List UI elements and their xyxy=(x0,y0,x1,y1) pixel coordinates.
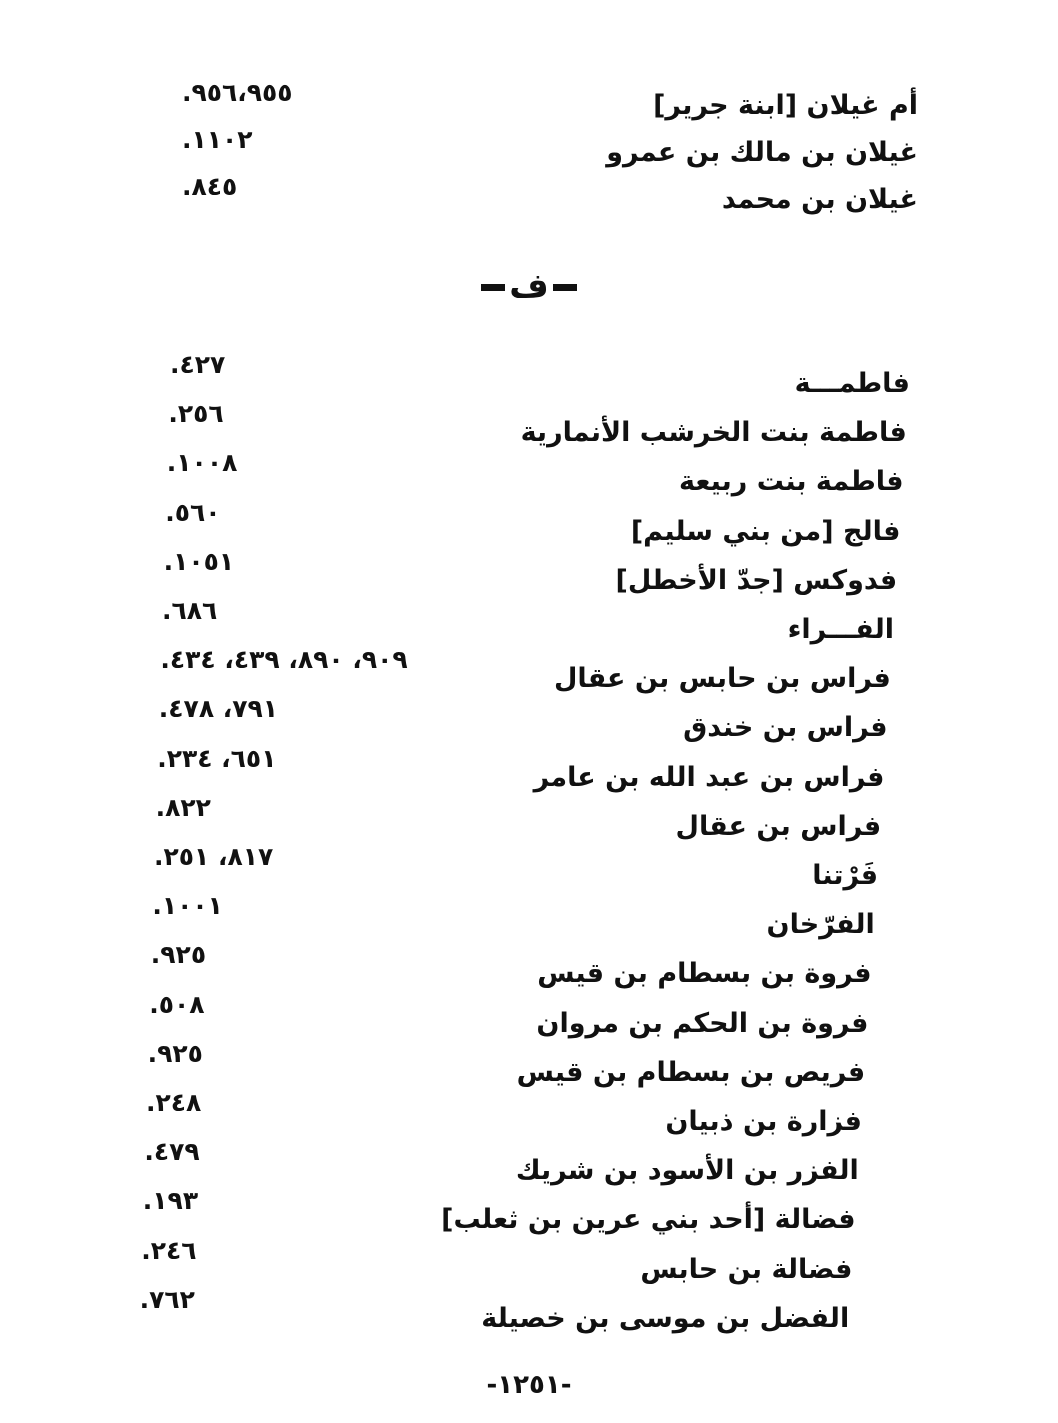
entry-name: أم غيلان [ابنة جرير] xyxy=(653,90,918,121)
entry-pages: .٥٠٨ xyxy=(149,989,205,1019)
entry-pages: .٤٢٧ xyxy=(170,350,226,379)
entry-pages: .٢٤٦ xyxy=(141,1235,197,1265)
entry-pages: .٧٩١، ٤٧٨ xyxy=(158,694,279,724)
entry-pages: .٢٤٨ xyxy=(146,1088,202,1117)
entry-name: فضالة بن حابس xyxy=(640,1253,853,1285)
section-letter: ف xyxy=(509,266,549,306)
entry-pages: .١٠٠٨ xyxy=(166,448,238,478)
index-entry xyxy=(0,399,1058,457)
entry-name: فَرْتنا xyxy=(812,860,878,891)
entry-pages: .٩٠٩، ٨٩٠، ٤٣٩، ٤٣٤ xyxy=(160,645,408,675)
entry-name: غيلان بن محمد xyxy=(721,184,918,215)
entry-pages: .٨٤٥ xyxy=(182,172,238,201)
entry-name: الفضل بن موسى بن خصيلة xyxy=(481,1302,850,1334)
entry-pages: .٨١٧، ٢٥١ xyxy=(154,842,274,871)
entry-pages: .٦٨٦ xyxy=(162,596,218,625)
entry-name: فضالة [أحد بني عرين بن ثعلب] xyxy=(441,1204,856,1236)
index-entry xyxy=(0,546,1058,605)
index-entry xyxy=(0,448,1058,506)
index-entry xyxy=(0,497,1058,556)
entry-name: غيلان بن مالك بن عمرو xyxy=(606,137,918,168)
entry-pages: .٧٦٢ xyxy=(139,1284,195,1314)
page-number: -١٢٥١- xyxy=(486,1370,572,1400)
entry-name: فروة بن الحكم بن مروان xyxy=(536,1007,869,1039)
entry-name: فالج [من بني سليم] xyxy=(630,515,901,547)
section-heading xyxy=(0,266,1058,306)
entry-pages: .٩٥٦،٩٥٥ xyxy=(182,78,293,107)
entry-pages: .٢٥٦ xyxy=(168,399,224,429)
entry-pages: .٤٧٩ xyxy=(144,1137,200,1167)
index-entry xyxy=(0,1284,1058,1343)
entry-pages: .٩٢٥ xyxy=(150,940,207,970)
entry-pages: .٨٢٢ xyxy=(155,792,211,822)
entry-name: الفـــراء xyxy=(787,614,894,645)
entry-pages: .١٩٣ xyxy=(142,1186,199,1216)
entry-name: فروة بن بسطام بن قيس xyxy=(537,958,872,990)
entry-name: الفزر بن الأسود بن شريك xyxy=(515,1155,859,1187)
entry-name: فاطمة بنت الخرشب الأنمارية xyxy=(520,417,907,449)
heading-bar-left xyxy=(481,284,505,291)
index-entry xyxy=(0,125,1058,177)
index-entry xyxy=(0,596,1058,654)
entry-name: فراس بن حابس بن عقال xyxy=(554,663,891,695)
entry-pages: .١١٠٢ xyxy=(182,125,253,154)
entry-pages: .٦٥١، ٢٣٤ xyxy=(157,743,277,773)
entry-pages: .١٠٥١ xyxy=(163,546,235,576)
heading-bar-right xyxy=(553,284,577,291)
entry-name: فزارة بن ذبيان xyxy=(665,1106,862,1137)
index-entry xyxy=(0,350,1058,408)
entry-name: فريص بن بسطام بن قيس xyxy=(516,1056,866,1088)
entry-pages: .١٠٠١ xyxy=(152,891,223,921)
entry-name: الفرّخان xyxy=(766,909,875,941)
entry-name: فراس بن عقال xyxy=(675,810,882,842)
entry-name: فاطمة بنت ربيعة xyxy=(679,466,904,498)
entry-name: فدوكس [جدّ الأخطل] xyxy=(615,564,898,596)
entry-pages: .٥٦٠ xyxy=(165,497,221,527)
entry-name: فراس بن عبد الله بن عامر xyxy=(533,761,885,793)
index-entry xyxy=(0,172,1058,224)
entry-name: فاطمـــة xyxy=(794,368,910,399)
entry-pages: .٩٢٥ xyxy=(147,1038,203,1068)
index-entry xyxy=(0,78,1058,130)
entry-name: فراس بن خندق xyxy=(683,712,888,744)
